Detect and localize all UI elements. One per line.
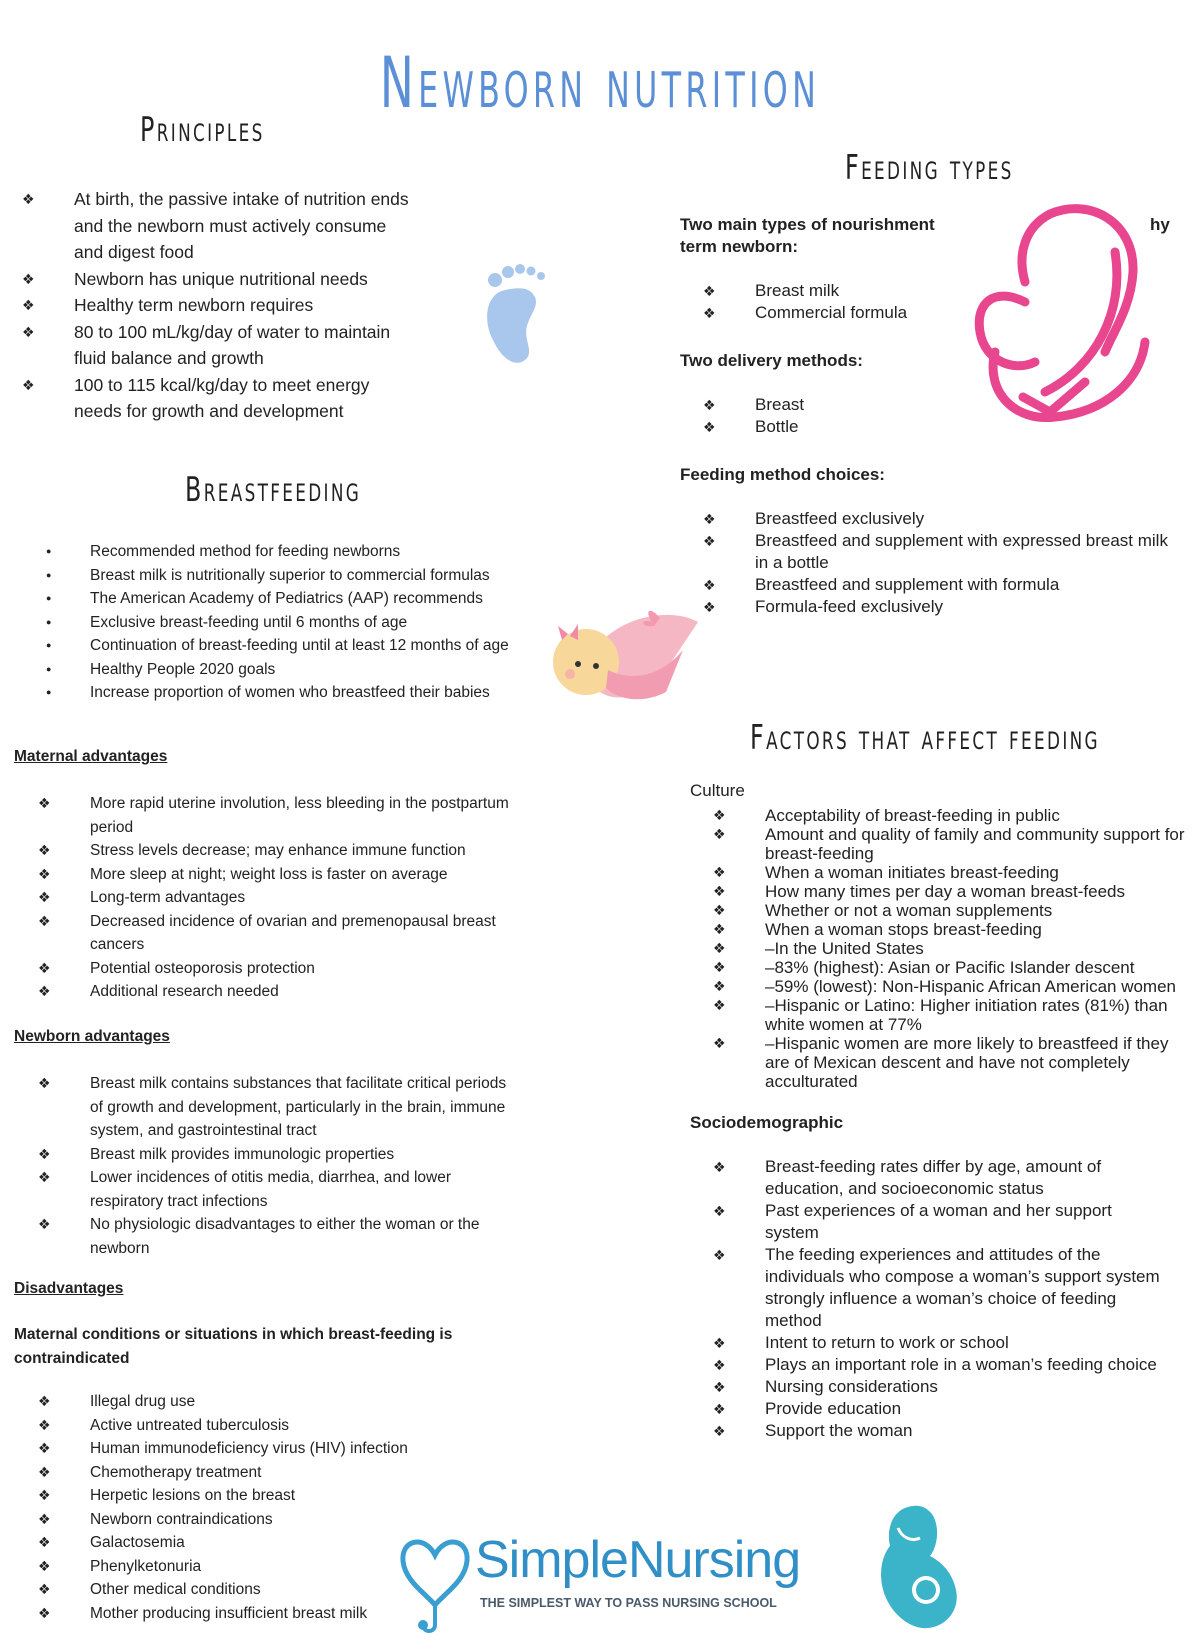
list-item: ❖ –83% (highest): Asian or Pacific Islander descent xyxy=(765,958,1185,977)
breastfeeding-list xyxy=(90,540,540,705)
nourishment-label-a: Two main types of nourishment xyxy=(680,215,935,234)
mother-baby-icon xyxy=(955,192,1155,442)
maternal-advantages-list xyxy=(90,792,540,1004)
logo-name: SimpleNursing xyxy=(475,1531,801,1589)
delivery-methods-list xyxy=(755,394,955,438)
list-item: ❖ Acceptability of breast-feeding in public xyxy=(765,806,1185,825)
baby-bundle-icon xyxy=(548,600,708,710)
feeding-choices-label: Feeding method choices: xyxy=(680,465,885,484)
mother-breastfeeding-icon xyxy=(868,1498,968,1638)
list-item: ● Increase proportion of women who breastfeed their babies xyxy=(90,681,540,705)
list-item: ❖ Support the woman xyxy=(765,1420,1170,1442)
delivery-methods-label: Two delivery methods: xyxy=(680,351,863,370)
list-item: ❖ When a woman stops breast-feeding xyxy=(765,920,1185,939)
list-item: ❖ Provide education xyxy=(765,1398,1170,1420)
list-item: ● Healthy People 2020 goals xyxy=(90,658,540,682)
maternal-advantages-label: Maternal advantages xyxy=(14,748,168,765)
list-item: ❖ 100 to 115 kcal/kg/day to meet energy needs for growth and development xyxy=(74,372,414,425)
nourishment-label-c: term newborn: xyxy=(680,237,799,256)
list-item: ❖ When a woman initiates breast-feeding xyxy=(765,863,1185,882)
stethoscope-heart-icon xyxy=(395,1525,475,1637)
list-item: ❖ Healthy term newborn requires xyxy=(74,292,414,319)
list-item: ❖ Intent to return to work or school xyxy=(765,1332,1170,1354)
list-item: ● Breast milk is nutritionally superior to commercial formulas xyxy=(90,564,540,588)
list-item: ❖ Potential osteoporosis protection xyxy=(90,957,540,981)
culture-list xyxy=(765,806,1185,1091)
list-item: ❖ Formula-feed exclusively xyxy=(755,596,1185,618)
list-item: ❖ Breastfeed and supplement with expressed breast milk in a bottle xyxy=(755,530,1185,574)
list-item: ❖ Long-term advantages xyxy=(90,886,540,910)
list-item: ❖ The feeding experiences and attitudes of the individuals who compose a woman’s support system strongly influence a woman’s choice of feeding method xyxy=(765,1244,1170,1332)
principles-heading: Principles xyxy=(140,110,265,150)
sociodemographic-list xyxy=(765,1156,1170,1442)
list-item: ❖ Breast-feeding rates differ by age, amount of education, and socioeconomic status xyxy=(765,1156,1170,1200)
logo-tagline: THE SIMPLEST WAY TO PASS NURSING SCHOOL xyxy=(480,1596,777,1610)
list-item: ❖ Breastfeed exclusively xyxy=(755,508,1185,530)
list-item: ❖ –Hispanic women are more likely to breastfeed if they are of Mexican descent and have not completely acculturated xyxy=(765,1034,1185,1091)
list-item: ❖ Nursing considerations xyxy=(765,1376,1170,1398)
baby-foot-icon xyxy=(475,262,555,372)
list-item: ❖ Other medical conditions xyxy=(90,1578,510,1602)
list-item: ❖ Galactosemia xyxy=(90,1531,510,1555)
list-item: ❖ Herpetic lesions on the breast xyxy=(90,1484,510,1508)
sociodemographic-label: Sociodemographic xyxy=(690,1113,844,1132)
factors-heading: Factors that affect feeding xyxy=(750,718,1100,758)
list-item: ❖ 80 to 100 mL/kg/day of water to maintain fluid balance and growth xyxy=(74,319,414,372)
list-item: ❖ Breast milk xyxy=(755,280,955,302)
list-item: ❖ More rapid uterine involution, less bleeding in the postpartum period xyxy=(90,792,540,839)
list-item: ❖ More sleep at night; weight loss is faster on average xyxy=(90,863,540,887)
list-item: ❖ Phenylketonuria xyxy=(90,1555,510,1579)
list-item: ❖ Past experiences of a woman and her support system xyxy=(765,1200,1170,1244)
list-item: ❖ Amount and quality of family and community support for breast-feeding xyxy=(765,825,1185,863)
list-item: ❖ Mother producing insufficient breast milk xyxy=(90,1602,510,1626)
feeding-choices-list xyxy=(755,508,1185,618)
list-item: ● Exclusive breast-feeding until 6 months of age xyxy=(90,611,540,635)
list-item: ❖ –In the United States xyxy=(765,939,1185,958)
feeding-types-heading: Feeding types xyxy=(845,148,1014,188)
list-item: ❖ Decreased incidence of ovarian and premenopausal breast cancers xyxy=(90,910,540,957)
list-item: ❖ –Hispanic or Latino: Higher initiation rates (81%) than white women at 77% xyxy=(765,996,1185,1034)
nourishment-label-b: hy xyxy=(1150,215,1170,234)
list-item: ❖ At birth, the passive intake of nutrition ends and the newborn must actively consume and digest food xyxy=(74,186,414,266)
list-item: ❖ Breast milk provides immunologic properties xyxy=(90,1143,510,1167)
list-item: ❖ Breast milk contains substances that facilitate critical periods of growth and development, particularly in the brain, immune system, and gastrointestinal tract xyxy=(90,1072,510,1143)
contraindications-label: Maternal conditions or situations in which breast-feeding is contraindicated xyxy=(14,1326,453,1367)
page-title: Newborn nutrition xyxy=(379,42,821,124)
list-item: ❖ –59% (lowest): Non-Hispanic African American women xyxy=(765,977,1185,996)
list-item: ❖ Human immunodeficiency virus (HIV) infection xyxy=(90,1437,510,1461)
list-item: ● The American Academy of Pediatrics (AAP) recommends xyxy=(90,587,540,611)
list-item: ● Continuation of breast-feeding until at least 12 months of age xyxy=(90,634,540,658)
principles-list xyxy=(74,186,414,425)
list-item: ❖ Chemotherapy treatment xyxy=(90,1461,510,1485)
newborn-advantages-list xyxy=(90,1072,510,1260)
list-item: ❖ Bottle xyxy=(755,416,955,438)
nourishment-types-list xyxy=(755,280,955,324)
list-item: ❖ Newborn contraindications xyxy=(90,1508,510,1532)
list-item: ❖ Plays an important role in a woman’s feeding choice xyxy=(765,1354,1170,1376)
list-item: ❖ Illegal drug use xyxy=(90,1390,510,1414)
list-item: ❖ Whether or not a woman supplements xyxy=(765,901,1185,920)
list-item: ❖ Commercial formula xyxy=(755,302,955,324)
list-item: ❖ Lower incidences of otitis media, diarrhea, and lower respiratory tract infections xyxy=(90,1166,510,1213)
list-item: ❖ No physiologic disadvantages to either the woman or the newborn xyxy=(90,1213,510,1260)
list-item: ❖ Additional research needed xyxy=(90,980,540,1004)
disadvantages-label: Disadvantages xyxy=(14,1280,124,1297)
list-item: ❖ Breast xyxy=(755,394,955,416)
list-item: ● Recommended method for feeding newborns xyxy=(90,540,540,564)
culture-label: Culture xyxy=(690,781,745,800)
list-item: ❖ Breastfeed and supplement with formula xyxy=(755,574,1185,596)
newborn-advantages-label: Newborn advantages xyxy=(14,1028,170,1045)
list-item: ❖ Newborn has unique nutritional needs xyxy=(74,266,414,293)
list-item: ❖ Active untreated tuberculosis xyxy=(90,1414,510,1438)
list-item: ❖ Stress levels decrease; may enhance immune function xyxy=(90,839,540,863)
list-item: ❖ How many times per day a woman breast-feeds xyxy=(765,882,1185,901)
breastfeeding-heading: Breastfeeding xyxy=(185,470,362,510)
